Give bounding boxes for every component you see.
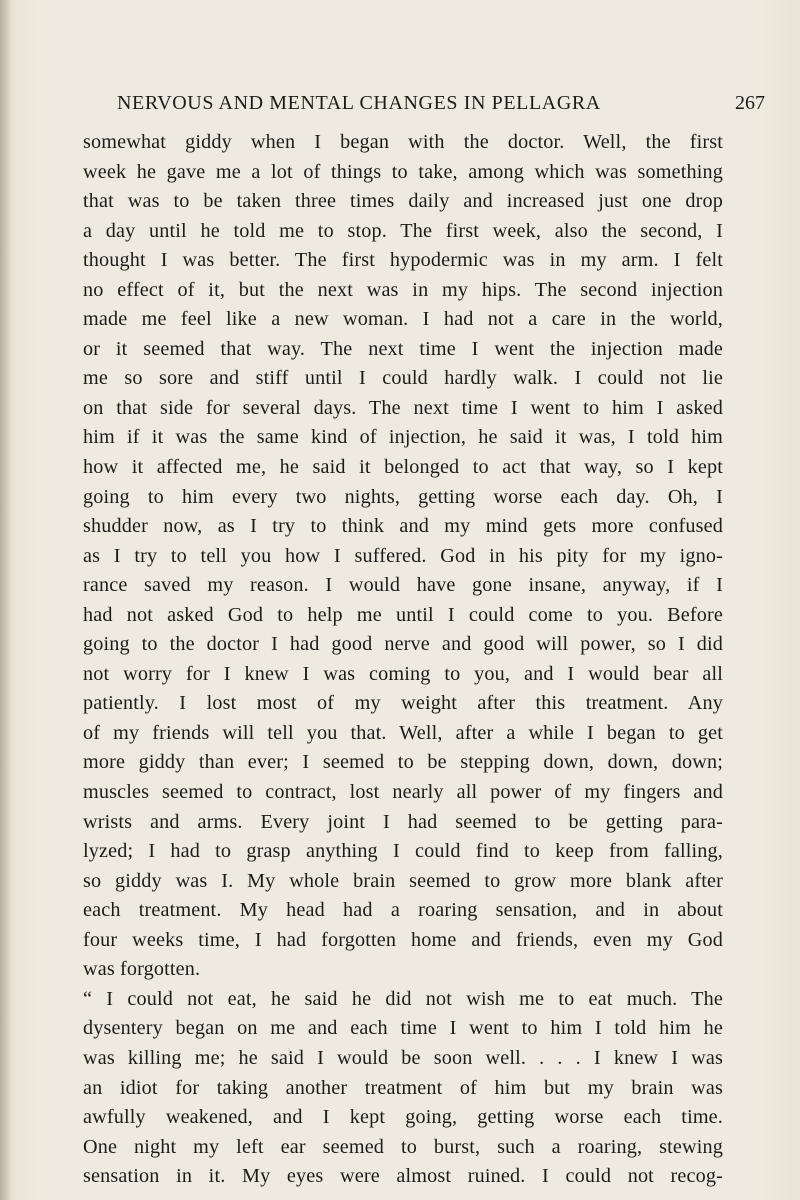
text-line: so giddy was I. My whole brain seemed to grow more blank after (83, 869, 723, 892)
text-line: had not asked God to help me until I could come to you. Before (83, 603, 723, 626)
text-line: thought I was better. The first hypodermic was in my arm. I felt (83, 249, 723, 272)
text-line: “ I could not eat, he said he did not wish me to eat much. The (83, 987, 723, 1010)
text-line: shudder now, as I try to think and my mind gets more confused (83, 515, 723, 538)
page-number: 267 (735, 92, 765, 114)
gutter-shadow (0, 0, 12, 1200)
text-line: sensation in it. My eyes were almost ruined. I could not recog- (83, 1165, 723, 1188)
body-text (83, 128, 723, 1192)
running-head-title: NERVOUS AND MENTAL CHANGES IN PELLAGRA (117, 92, 601, 114)
text-line: four weeks time, I had forgotten home and friends, even my God (83, 928, 723, 951)
text-line: as I try to tell you how I suffered. God in his pity for my igno- (83, 544, 723, 567)
text-line: each treatment. My head had a roaring sensation, and in about (83, 899, 723, 922)
text-line: week he gave me a lot of things to take, among which was something (83, 160, 723, 183)
text-line: not worry for I knew I was coming to you, and I would bear all (83, 662, 723, 685)
text-line: wrists and arms. Every joint I had seemed to be getting para- (83, 810, 723, 833)
text-line: of my friends will tell you that. Well, after a while I began to get (83, 721, 723, 744)
text-line: a day until he told me to stop. The first week, also the second, I (83, 219, 723, 242)
text-line: how it affected me, he said it belonged to act that way, so I kept (83, 456, 723, 479)
text-line: somewhat giddy when I began with the doctor. Well, the first (83, 131, 723, 153)
text-line: on that side for several days. The next time I went to him I asked (83, 396, 723, 419)
text-line: more giddy than ever; I seemed to be stepping down, down, down; (83, 751, 723, 774)
text-line: him if it was the same kind of injection, he said it was, I told him (83, 426, 723, 449)
text-line: dysentery began on me and each time I went to him I told him he (83, 1017, 723, 1040)
text-line: me so sore and stiff until I could hardly walk. I could not lie (83, 367, 723, 390)
text-line: lyzed; I had to grasp anything I could find to keep from falling, (83, 840, 723, 863)
text-line: patiently. I lost most of my weight after this treatment. Any (83, 692, 723, 715)
text-line: no effect of it, but the next was in my hips. The second injection (83, 278, 723, 301)
text-line: was killing me; he said I would be soon well. . . . I knew I was (83, 1046, 723, 1069)
text-line: awfully weakened, and I kept going, getting worse each time. (83, 1106, 723, 1129)
text-line: going to the doctor I had good nerve and good will power, so I did (83, 633, 723, 656)
text-line: that was to be taken three times daily and increased just one drop (83, 190, 723, 213)
text-line: going to him every two nights, getting worse each day. Oh, I (83, 485, 723, 508)
running-head (85, 92, 765, 126)
text-line: One night my left ear seemed to burst, such a roaring, stewing (83, 1135, 723, 1158)
text-line: an idiot for taking another treatment of him but my brain was (83, 1076, 723, 1099)
text-line: rance saved my reason. I would have gone insane, anyway, if I (83, 574, 723, 597)
text-line: muscles seemed to contract, lost nearly all power of my fingers and (83, 781, 723, 804)
text-line: was forgotten. (83, 958, 201, 981)
text-line: or it seemed that way. The next time I went the injection made (83, 337, 723, 360)
text-line: made me feel like a new woman. I had not a care in the world, (83, 308, 723, 331)
